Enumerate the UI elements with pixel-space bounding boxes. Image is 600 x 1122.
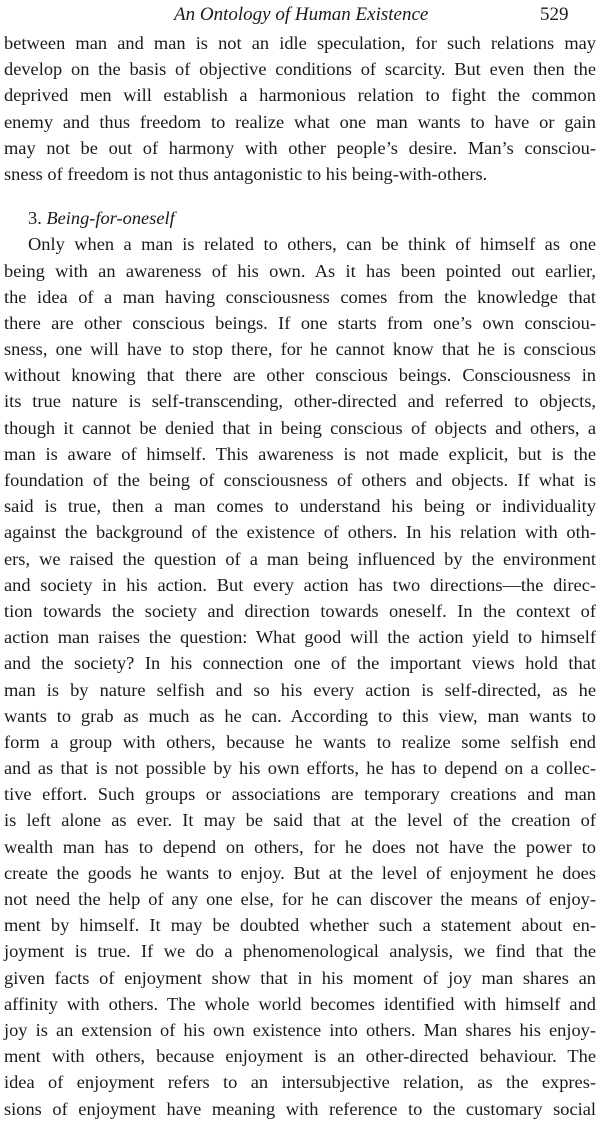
text-line: and as that is not possible by his own efforts, he has to depend on a collec-: [4, 758, 596, 779]
body-text: [4, 30, 596, 1122]
text-line: ment with others, because enjoyment is an other-directed behaviour. The: [4, 1046, 596, 1067]
text-line: ment by himself. It may be doubted whether such a statement about en-: [4, 915, 596, 936]
section-heading: [4, 205, 596, 231]
text-line: man is aware of himself. This awareness is not made explicit, but is the: [4, 443, 596, 464]
paragraph-1: [4, 30, 596, 187]
text-line: sness, one will have to stop there, for he cannot know that he is conscious: [4, 339, 596, 360]
text-line: foundation of the being of consciousness of others and objects. If what is: [4, 470, 596, 490]
text-line: wealth man has to depend on others, for he does not have the power to: [4, 836, 596, 857]
running-title: An Ontology of Human Existence: [174, 4, 429, 25]
text-line: though it cannot be denied that in being conscious of objects and others, a: [4, 417, 596, 438]
text-line: and the society? In his connection one of the important views hold that: [4, 653, 596, 674]
text-line: action man raises the question: What good will the action yield to himself: [4, 627, 596, 648]
paragraph-2: [4, 231, 596, 1121]
text-line: enemy and thus freedom to realize what one man wants to have or gain: [4, 111, 596, 132]
page-number: 529: [540, 4, 569, 25]
text-line: given facts of enjoyment show that in his moment of joy man shares an: [4, 967, 596, 988]
text-line: create the goods he wants to enjoy. But at the level of enjoyment he does: [4, 862, 596, 883]
text-line: man is by nature selfish and so his every action is self-directed, as he: [4, 679, 596, 700]
text-line: Only when a man is related to others, can be think of himself as one: [28, 234, 596, 255]
text-line: sions of enjoyment have meaning with reference to the customary social: [4, 1098, 596, 1119]
text-line: develop on the basis of objective conditions of scarcity. But even then the: [4, 59, 596, 80]
section-title: Being-for-oneself: [46, 208, 175, 229]
text-line: tion towards the society and direction towards oneself. In the context of: [4, 600, 596, 621]
text-line: may not be out of harmony with other people’s desire. Man’s consciou-: [4, 137, 596, 158]
text-line: is left alone as ever. It may be said that at the level of the creation of: [4, 810, 596, 831]
text-line: idea of enjoyment refers to an intersubjective relation, as the expres-: [4, 1072, 596, 1093]
text-line: affinity with others. The whole world becomes identified with himself and: [4, 993, 596, 1014]
text-line: form a group with others, because he wants to realize some selfish end: [4, 731, 596, 752]
text-line: its true nature is self-transcending, other-directed and referred to objects,: [4, 391, 596, 412]
text-line: joyment is true. If we do a phenomenological analysis, we find that the: [4, 941, 596, 962]
text-line: sness of freedom is not thus antagonistic to his being-with-others.: [4, 163, 488, 184]
text-line: between man and man is not an idle speculation, for such relations may: [4, 33, 596, 53]
text-line: tive effort. Such groups or associations are temporary creations and man: [4, 784, 596, 805]
text-line: said is true, then a man comes to understand his being or individuality: [4, 496, 596, 517]
text-line: against the background of the existence of others. In his relation with oth-: [4, 522, 596, 543]
text-line: the idea of a man having consciousness comes from the knowledge that: [4, 286, 596, 307]
paragraph-gap: [4, 187, 596, 205]
text-line: deprived men will establish a harmonious relation to fight the common: [4, 85, 596, 106]
section-number: 3.: [28, 208, 42, 229]
running-head: [0, 3, 600, 27]
text-line: and society in his action. But every action has two directions—the direc-: [4, 574, 596, 595]
text-line: joy is an extension of his own existence into others. Man shares his enjoy-: [4, 1019, 596, 1040]
text-line: not need the help of any one else, for he can discover the means of enjoy-: [4, 889, 596, 909]
text-line: being with an awareness of his own. As it has been pointed out earlier,: [4, 260, 596, 281]
text-line: wants to grab as much as he can. According to this view, man wants to: [4, 705, 596, 726]
text-line: without knowing that there are other conscious beings. Consciousness in: [4, 365, 596, 386]
text-line: there are other conscious beings. If one starts from one’s own consciou-: [4, 312, 596, 333]
text-line: ers, we raised the question of a man being influenced by the environment: [4, 548, 596, 569]
